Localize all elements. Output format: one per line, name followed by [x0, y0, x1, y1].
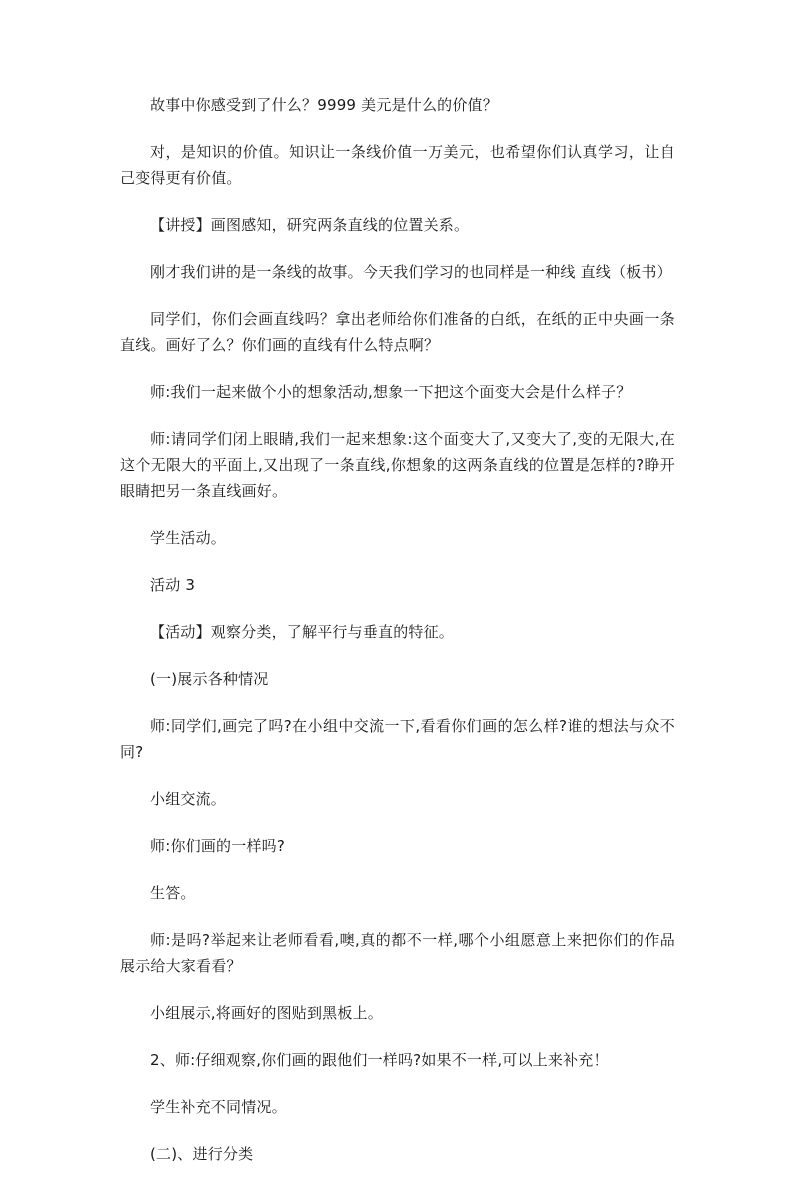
paragraph-11: (一)展示各种情况	[150, 670, 269, 688]
paragraph-3: 【讲授】画图感知，研究两条直线的位置关系。	[150, 216, 470, 234]
paragraph-9: 活动 3	[150, 576, 196, 594]
paragraph-19: 学生补充不同情况。	[150, 1098, 287, 1116]
paragraph-18: 2、师:仔细观察,你们画的跟他们一样吗?如果不一样,可以上来补充！	[150, 1051, 609, 1069]
paragraph-14: 师:你们画的一样吗?	[150, 837, 286, 855]
paragraph-17: 小组展示,将画好的图贴到黑板上。	[150, 1004, 383, 1022]
paragraph-16: 师:是吗?举起来让老师看看,噢,真的都不一样,哪个小组愿意上来把你们的作品展示给大家看看？	[120, 931, 675, 975]
paragraph-1: 故事中你感受到了什么？9999 美元是什么的价值？	[150, 96, 498, 114]
paragraph-2: 对，是知识的价值。知识让一条线价值一万美元，也希望你们认真学习，让自己变得更有价值。	[120, 143, 675, 187]
paragraph-6: 师:我们一起来做个小的想象活动,想象一下把这个面变大会是什么样子？	[150, 383, 632, 401]
paragraph-4: 刚才我们讲的是一条线的故事。今天我们学习的也同样是一种线 直线（板书）	[150, 263, 672, 281]
paragraph-5: 同学们，你们会画直线吗？拿出老师给你们准备的白纸，在纸的正中央画一条直线。画好了么？你们画的直线有什么特点啊？	[120, 310, 675, 354]
paragraph-8: 学生活动。	[150, 529, 227, 547]
document-body	[120, 92, 675, 1188]
paragraph-15: 生答。	[150, 884, 196, 902]
paragraph-10: 【活动】观察分类，了解平行与垂直的特征。	[150, 623, 455, 641]
paragraph-12: 师:同学们,画完了吗?在小组中交流一下,看看你们画的怎么样?谁的想法与众不同?	[120, 717, 675, 761]
paragraph-7: 师:请同学们闭上眼睛,我们一起来想象:这个面变大了,又变大了,变的无限大,在这个无限大的平面上,又出现了一条直线,你想象的这两条直线的位置是怎样的?睁开眼睛把另一条直线画好。	[120, 430, 675, 500]
paragraph-20: (二)、进行分类	[150, 1145, 254, 1163]
paragraph-13: 小组交流。	[150, 790, 227, 808]
